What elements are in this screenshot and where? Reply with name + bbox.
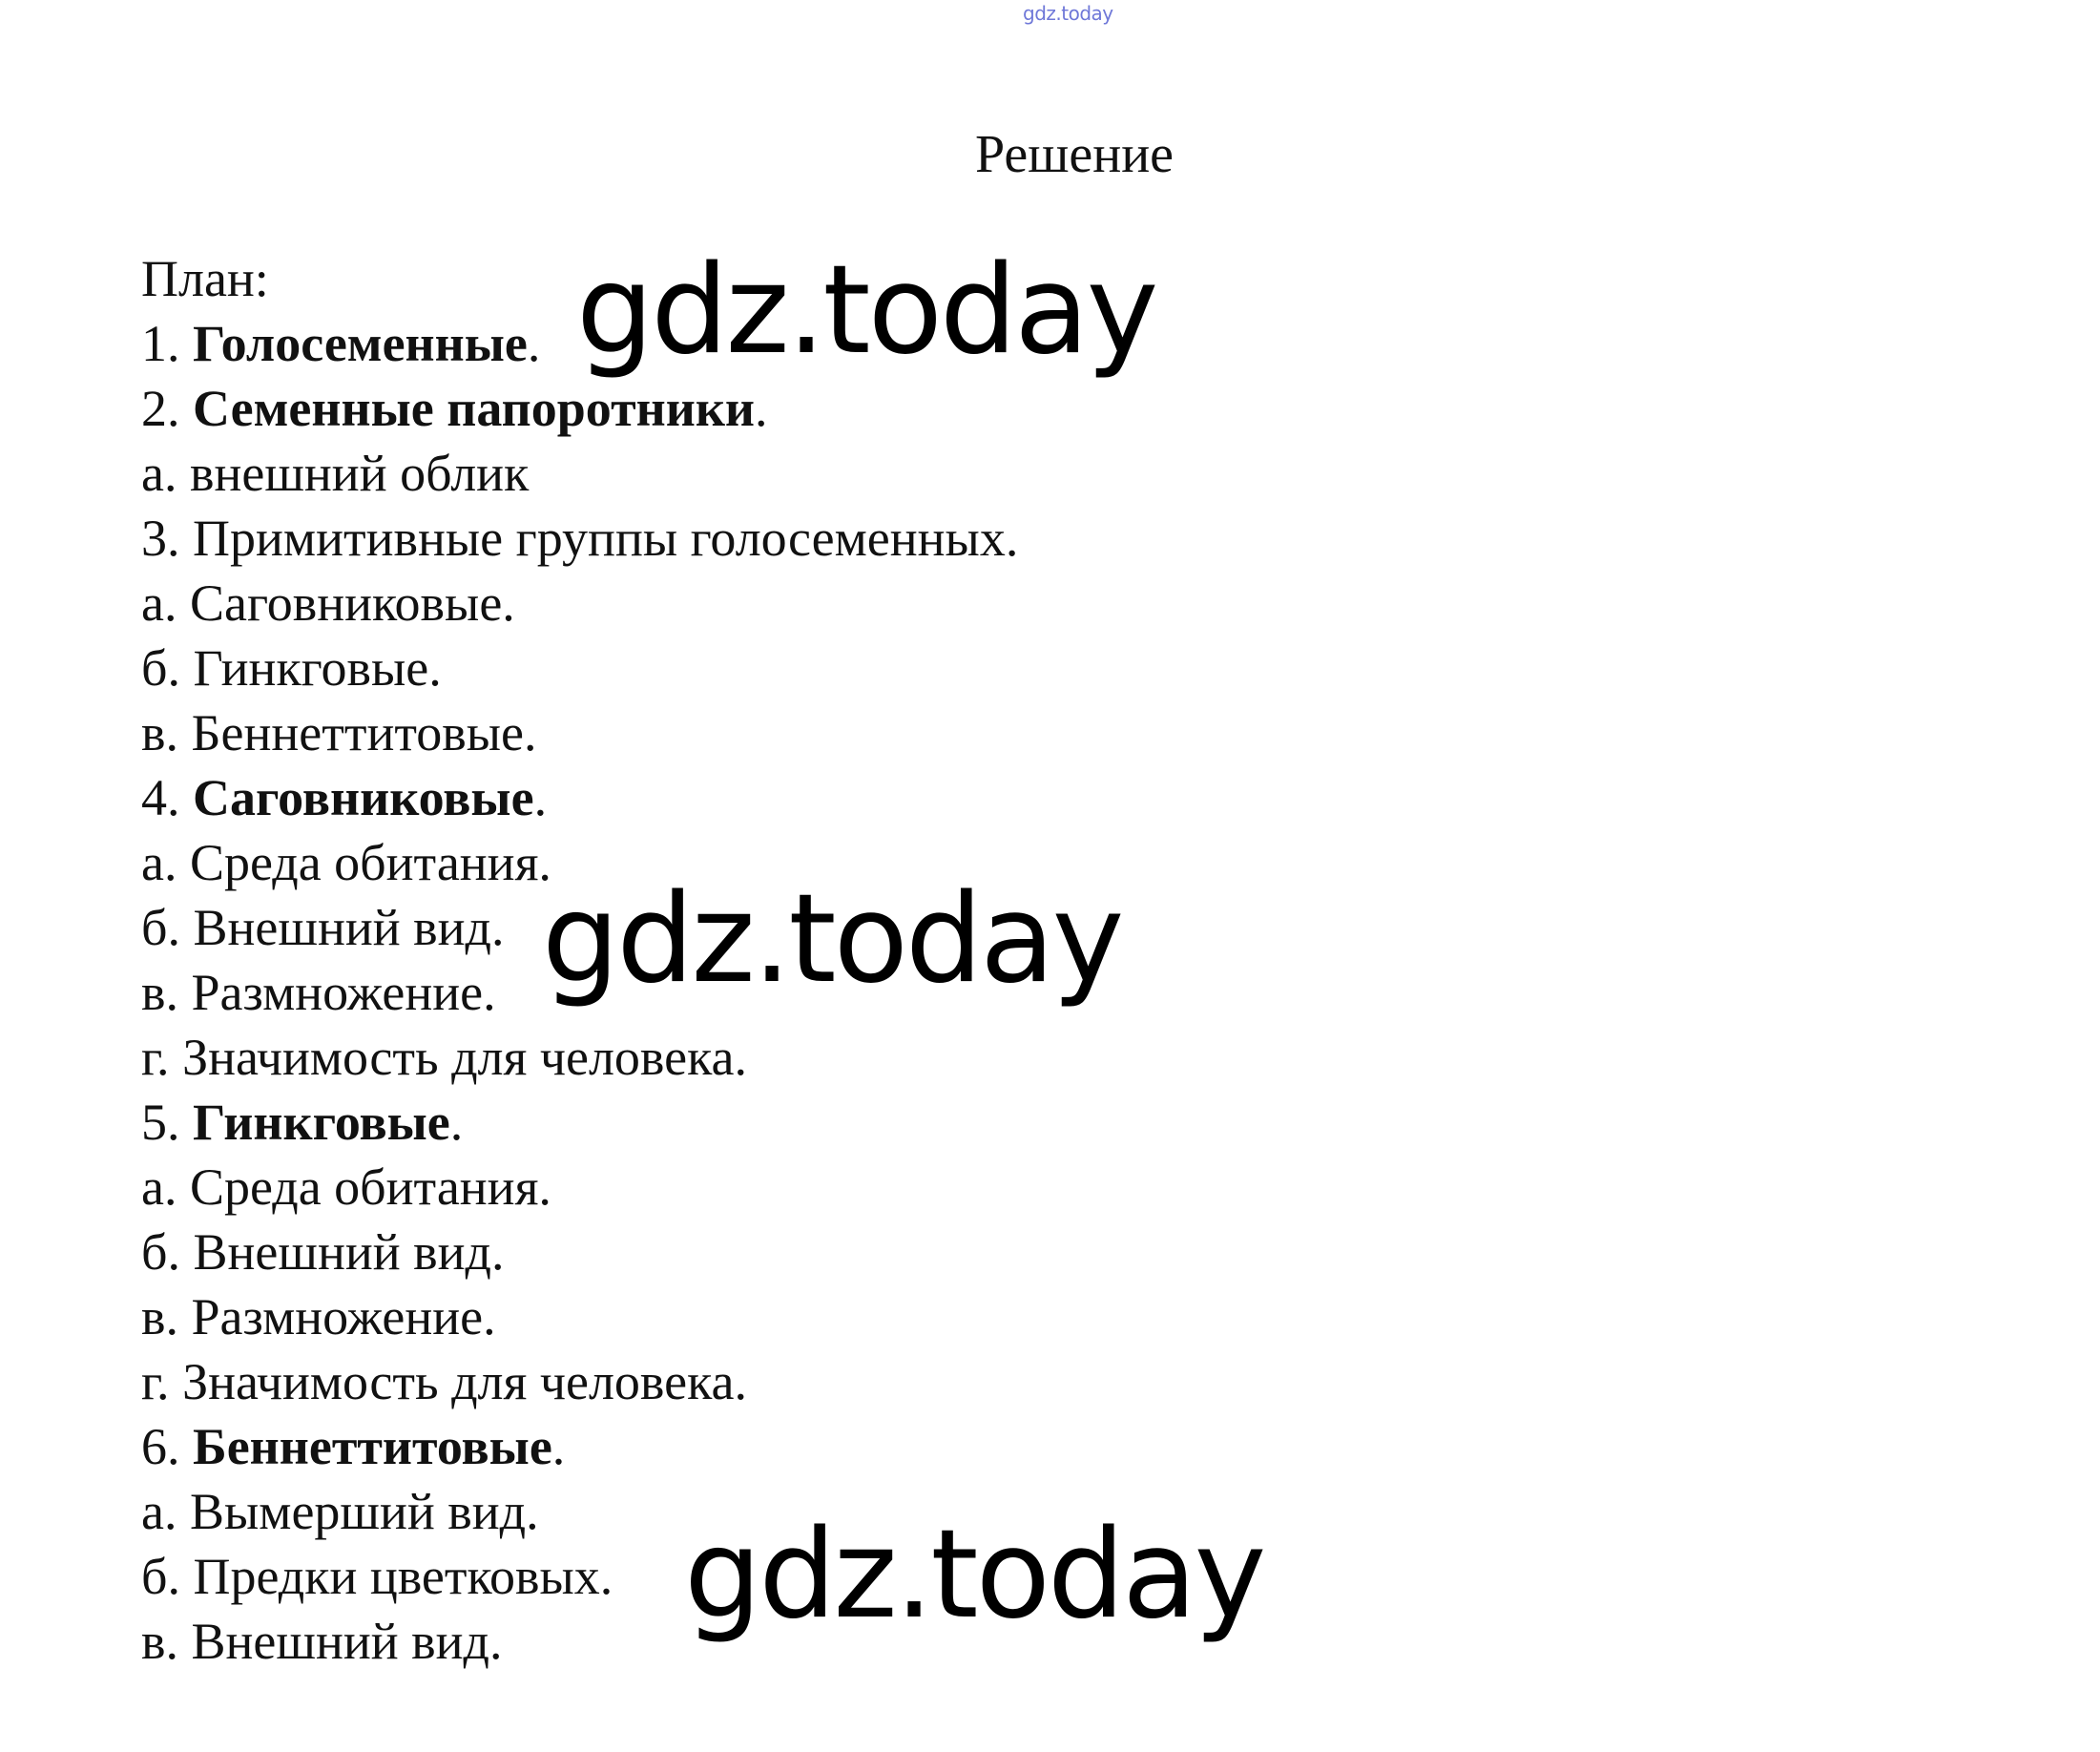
plan-item-suffix: .	[533, 769, 548, 826]
plan-item-number: 4.	[141, 769, 193, 826]
plan-item	[141, 1349, 1018, 1414]
plan-item-text: Предки цветковых.	[193, 1548, 613, 1605]
plan-item	[141, 765, 1018, 830]
plan-item-text: Семенные папоротники	[193, 380, 756, 437]
plan-item	[141, 636, 1018, 700]
plan-item-text: Значимость для человека.	[182, 1353, 747, 1410]
plan-item-text: Вымерший вид.	[189, 1483, 539, 1540]
plan-item-number: а.	[141, 445, 190, 502]
plan-item-number: 5.	[141, 1094, 193, 1151]
plan-item-number: в.	[141, 1288, 192, 1345]
plan-item	[141, 1090, 1018, 1155]
plan-item-text: Внешний вид.	[191, 1613, 503, 1670]
page-title: Решение	[975, 125, 1175, 184]
watermark-logo: gdz.today	[576, 240, 1156, 382]
plan-item-number: 1.	[141, 315, 193, 372]
plan-item-number: а.	[141, 1483, 190, 1540]
plan-item-text: Гинкговые	[193, 1094, 450, 1151]
plan-item-number: б.	[141, 1548, 194, 1605]
plan-item-number: а.	[141, 1158, 190, 1216]
plan-item-number: а.	[141, 834, 190, 891]
plan-item	[141, 376, 1018, 441]
plan-item-text: Размножение.	[191, 1288, 496, 1345]
plan-item-text: Саговниковые.	[189, 574, 515, 632]
plan-item-suffix: .	[449, 1094, 464, 1151]
plan-heading: План:	[141, 250, 269, 307]
plan-item-text: Беннеттитовые	[193, 1418, 552, 1475]
plan-item-text: Примитивные группы голосеменных.	[193, 510, 1019, 567]
plan-item-text: Внешний вид.	[193, 1223, 505, 1281]
plan-item-suffix: .	[551, 1418, 566, 1475]
plan-item-text: Значимость для человека.	[182, 1029, 747, 1086]
plan-item-number: б.	[141, 639, 194, 697]
plan-item-number: 6.	[141, 1418, 193, 1475]
plan-item	[141, 506, 1018, 571]
plan-item	[141, 1220, 1018, 1284]
plan-item-number: а.	[141, 574, 190, 632]
plan-item	[141, 1284, 1018, 1349]
plan-item-text: внешний облик	[189, 445, 530, 502]
plan-item-number: в.	[141, 1613, 192, 1670]
plan-item-suffix: .	[755, 380, 768, 437]
plan-item-text: Среда обитания.	[189, 1158, 551, 1216]
plan-item-text: Внешний вид.	[193, 899, 505, 956]
plan-item-text: Беннеттитовые.	[191, 704, 537, 761]
plan-item-number: 3.	[141, 510, 193, 567]
plan-item-text: Размножение.	[191, 964, 496, 1021]
plan-item	[141, 1414, 1018, 1479]
watermark-logo: gdz.today	[542, 868, 1122, 1011]
plan-item	[141, 1155, 1018, 1220]
plan-item-text: Голосеменные	[193, 315, 528, 372]
plan-item-number: г.	[141, 1353, 183, 1410]
plan-item-number: в.	[141, 704, 192, 761]
header-watermark: gdz.today	[1023, 2, 1113, 25]
plan-item	[141, 571, 1018, 636]
plan-item-text: Гинкговые.	[193, 639, 442, 697]
plan-item	[141, 441, 1018, 506]
plan-item-suffix: .	[527, 315, 541, 372]
watermark-logo: gdz.today	[684, 1504, 1264, 1646]
plan-item-number: б.	[141, 899, 194, 956]
plan-item	[141, 1025, 1018, 1090]
plan-item-text: Среда обитания.	[189, 834, 551, 891]
plan-item-number: в.	[141, 964, 192, 1021]
plan-item-number: 2.	[141, 380, 193, 437]
plan-item	[141, 700, 1018, 765]
plan-item-number: б.	[141, 1223, 194, 1281]
plan-item-text: Саговниковые	[193, 769, 534, 826]
plan-item-number: г.	[141, 1029, 183, 1086]
